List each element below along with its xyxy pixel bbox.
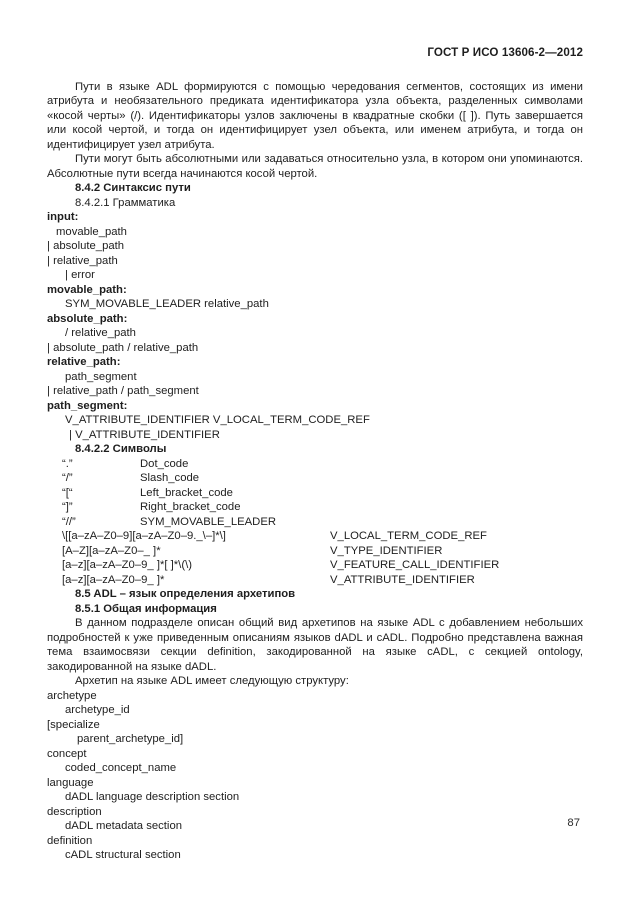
symbol-literal: “.”	[62, 457, 73, 470]
symbol-row	[47, 515, 583, 530]
symbol-name: Slash_code	[140, 472, 200, 484]
paragraph-paths-1: Пути в языке ADL формируются с помощью чередования сегментов, состоящих из имени атрибута и необязательного предиката идентификатора узла объекта, разделенных символами «косой черты» (/). Идентификаторы узлов заключены в квадратные скобки ([ ]). Путь завершается или косой чертой, и тогда он идентифицирует узел объекта, или именем атрибута, и тогда он идентифицирует узел атрибута.	[47, 80, 583, 151]
structure-line: dADL metadata section	[65, 820, 183, 832]
structure-line: description	[47, 805, 102, 818]
grammar-line: | error	[65, 269, 95, 281]
grammar-line: input:	[47, 211, 79, 223]
section-heading-8421: 8.4.2.1 Грамматика	[75, 196, 176, 209]
grammar-line: path_segment	[65, 370, 137, 383]
symbol-row	[47, 457, 583, 472]
token-name: V_LOCAL_TERM_CODE_REF	[330, 530, 487, 542]
grammar-line: SYM_MOVABLE_LEADER relative_path	[65, 298, 269, 310]
grammar-line: | absolute_path / relative_path	[47, 341, 199, 354]
symbol-literal: “/”	[62, 472, 73, 484]
grammar-line: | relative_path / path_segment	[47, 385, 199, 397]
token-regex: [a–z][a–zA–Z0–9_ ]*[ ]*\(\)	[62, 559, 192, 571]
section-heading-842: 8.4.2 Синтаксис пути	[75, 182, 191, 194]
structure-line: archetype	[47, 689, 97, 702]
symbol-literal: “//”	[62, 515, 76, 528]
structure-line: dADL language description section	[65, 791, 240, 803]
grammar-line: relative_path:	[47, 356, 121, 368]
symbol-name: SYM_MOVABLE_LEADER	[140, 515, 277, 528]
token-pattern-row	[47, 558, 583, 573]
grammar-line: absolute_path:	[47, 312, 128, 325]
symbol-name: Left_bracket_code	[140, 486, 233, 499]
symbol-row	[47, 500, 583, 515]
structure-line: parent_archetype_id]	[77, 733, 184, 745]
symbol-literal: “[“	[62, 486, 73, 499]
symbol-literal: “]”	[62, 501, 73, 513]
symbol-name: Dot_code	[140, 457, 189, 470]
section-heading-85: 8.5 ADL – язык определения архетипов	[75, 588, 296, 600]
token-name: V_FEATURE_CALL_IDENTIFIER	[330, 559, 500, 571]
paragraph-structure-intro: Архетип на языке ADL имеет следующую структуру:	[75, 675, 349, 687]
token-regex: [A–Z][a–zA–Z0–_ ]*	[62, 544, 161, 557]
token-regex: \[[a–zA–Z0–9][a–zA–Z0–9._\–]*\]	[62, 530, 226, 542]
token-regex: [a–z][a–zA–Z0–9_ ]*	[62, 573, 165, 586]
grammar-line: movable_path:	[47, 283, 127, 296]
page-number: 87	[567, 817, 580, 829]
token-pattern-row	[47, 573, 583, 588]
grammar-line: | relative_path	[47, 254, 118, 267]
grammar-line: / relative_path	[65, 327, 136, 339]
structure-line: archetype_id	[65, 704, 130, 716]
token-name: V_TYPE_IDENTIFIER	[330, 544, 443, 557]
token-name: V_ATTRIBUTE_IDENTIFIER	[330, 573, 475, 586]
symbol-row	[47, 486, 583, 501]
grammar-line: path_segment:	[47, 399, 128, 412]
page-content	[47, 46, 583, 863]
structure-line: cADL structural section	[65, 849, 181, 861]
grammar-line: | V_ATTRIBUTE_IDENTIFIER	[69, 428, 220, 441]
paragraph-paths-2: Пути могут быть абсолютными или задаваться относительно узла, в котором они упоминаются. Абсолютные пути всегда начинаются косой чертой.	[47, 153, 583, 180]
section-heading-851: 8.5.1 Общая информация	[75, 602, 217, 615]
structure-line: language	[47, 776, 94, 789]
section-heading-8422: 8.4.2.2 Символы	[75, 443, 167, 455]
document-header-title: ГОСТ Р ИСО 13606-2—2012	[427, 46, 583, 59]
token-pattern-row	[47, 529, 583, 544]
structure-line: concept	[47, 747, 87, 760]
token-pattern-row	[47, 544, 583, 559]
grammar-line: V_ATTRIBUTE_IDENTIFIER V_LOCAL_TERM_CODE_REF	[65, 414, 370, 426]
grammar-line: movable_path	[56, 225, 127, 238]
structure-line: coded_concept_name	[65, 762, 177, 774]
symbol-row	[47, 471, 583, 486]
structure-line: [specialize	[47, 718, 100, 731]
symbol-name: Right_bracket_code	[140, 501, 241, 513]
structure-line: definition	[47, 834, 93, 847]
grammar-line: | absolute_path	[47, 240, 125, 252]
paragraph-851: В данном подразделе описан общий вид архетипов на языке ADL с добавлением небольших подробностей к уже приведенным описаниям языков dADL и cADL. Подробно представлена важная тема взаимосвязи секции definition, закодированной на языке cADL, с секцией ontology, закодированной на языке dADL.	[47, 617, 583, 673]
